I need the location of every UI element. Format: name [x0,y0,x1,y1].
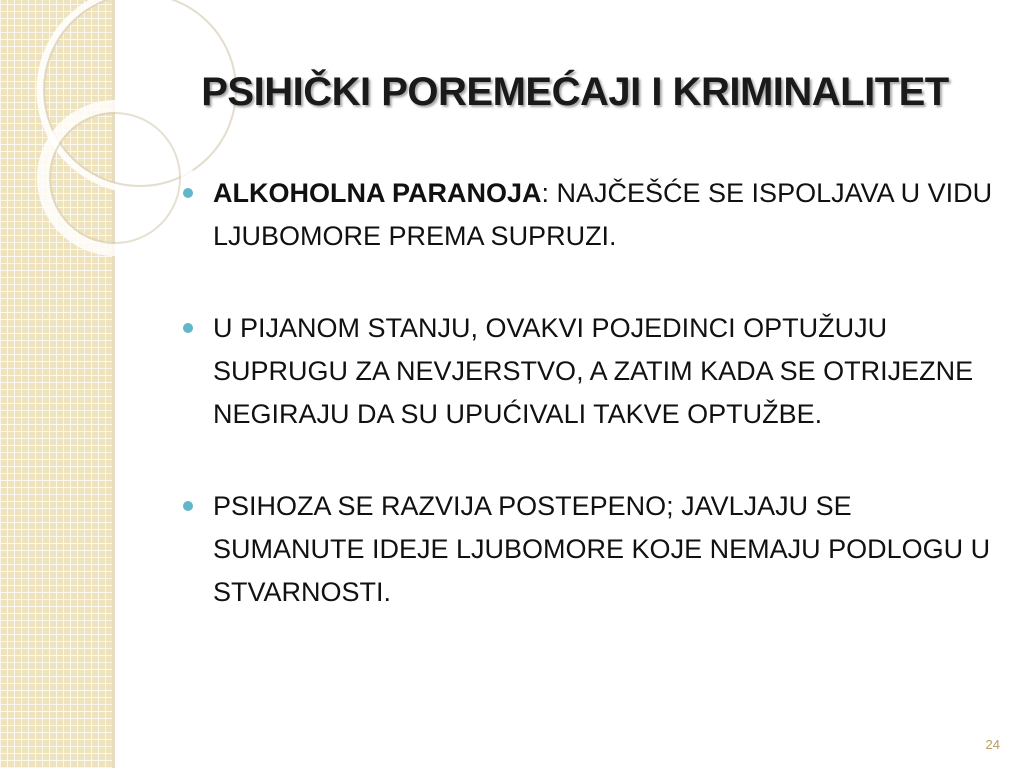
decorative-side-strip [0,0,112,768]
slide-title: PSIHIČKI POREMEĆAJI I KRIMINALITET [201,70,949,114]
bullet-bold-term: ALKOHOLNA PARANOJA [213,178,542,208]
bullet-dot-icon [183,323,193,333]
bullet-dot-icon [183,501,193,511]
bullet-item [180,172,1000,258]
bullet-dot-icon [183,188,193,198]
bullet-text: : NAJČEŠĆE SE ISPOLJAVA U VIDU LJUBOMORE PREMA SUPRUZI. [213,178,993,251]
side-strip-edge [112,0,115,768]
page-number: 24 [985,737,1000,752]
bullet-text: PSIHOZA SE RAZVIJA POSTEPENO; JAVLJAJU SE SUMANUTE IDEJE LJUBOMORE KOJE NEMAJU PODLOGU U STVARNOSTI. [213,491,991,607]
bullet-item [180,307,1000,436]
bullet-text: U PIJANOM STANJU, OVAKVI POJEDINCI OPTUŽUJU SUPRUGU ZA NEVJERSTVO, A ZATIM KADA SE OTRIJEZNE NEGIRAJU DA SU UPUĆIVALI TAKVE OPTUŽBE. [213,313,974,429]
bullet-item [180,485,1000,614]
bullet-list [180,172,1000,663]
